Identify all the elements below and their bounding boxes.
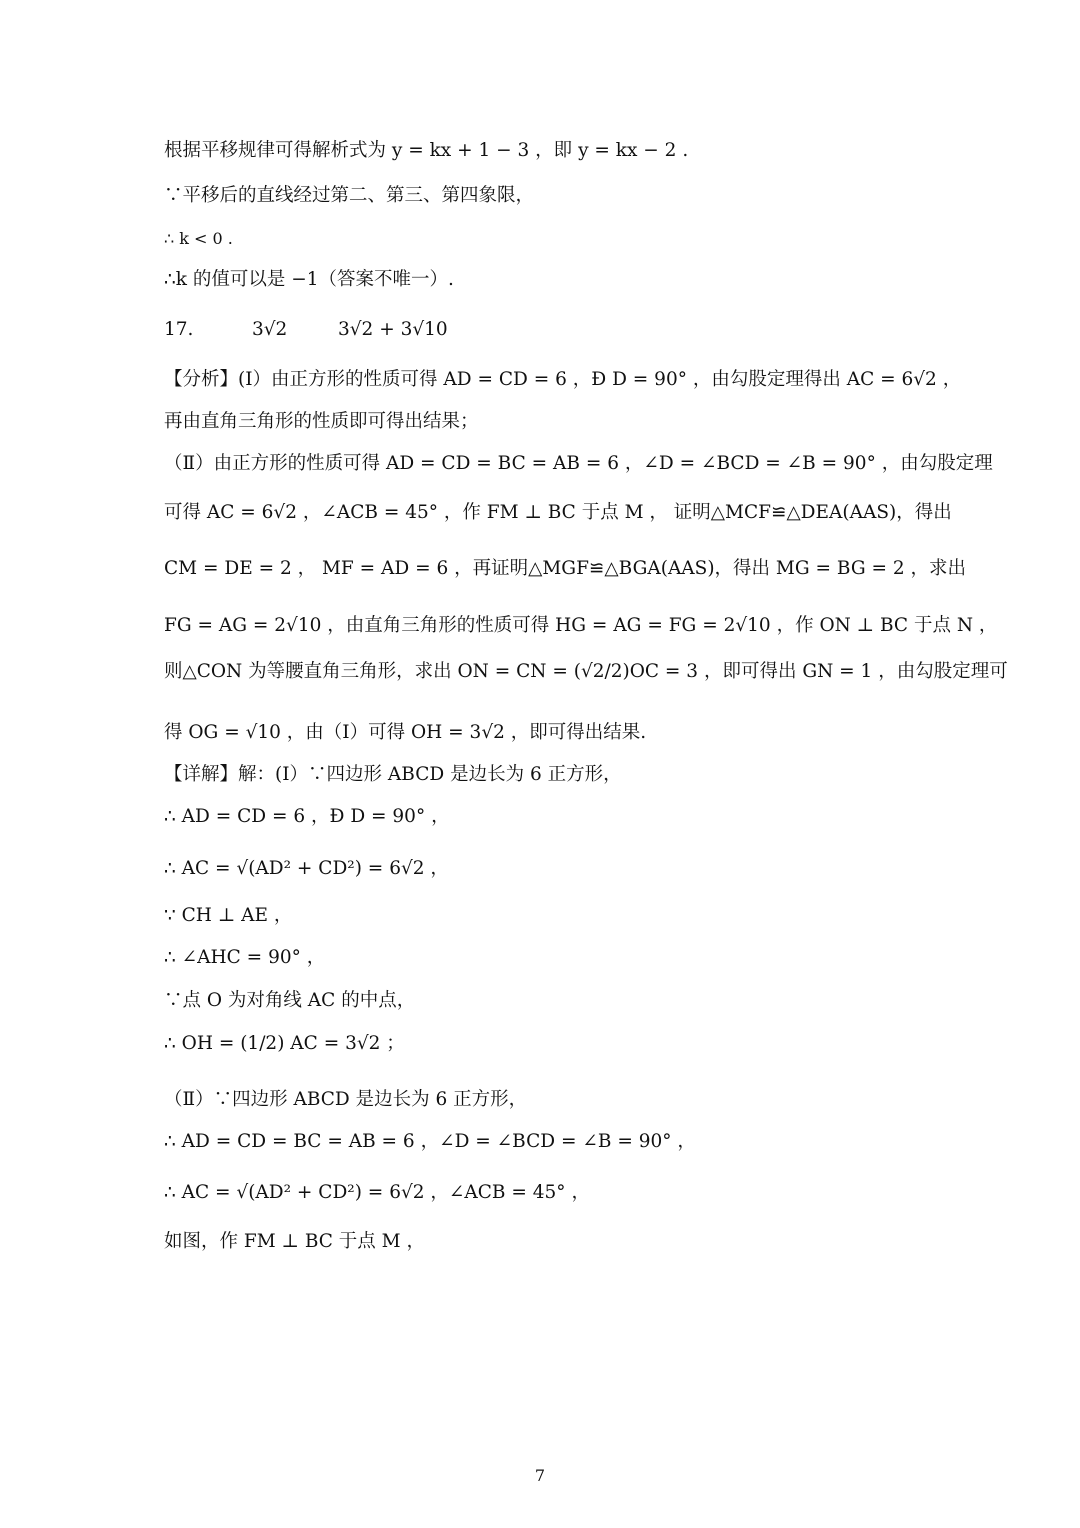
- analysis-line: 则△CON 为等腰直角三角形，求出 ON = CN = (√2/2)OC = 3 ，即可得出 GN = 1 ，由勾股定理可: [164, 661, 1008, 682]
- answer-part-2: 3√2 + 3√10: [338, 319, 448, 340]
- solution-line: ∵点 O 为对角线 AC 的中点，: [164, 990, 416, 1011]
- solution-line: ∴ ∠AHC = 90° ，: [164, 947, 326, 968]
- text-line-k-negative: ∴ k < 0 .: [164, 229, 233, 248]
- solution-line: 如图，作 FM ⊥ BC 于点 M ，: [164, 1231, 425, 1252]
- text-line-k-value: ∴k 的值可以是 −1（答案不唯一）.: [164, 269, 454, 290]
- question-17-answer-line: [164, 316, 930, 344]
- answer-part-1: 3√2: [252, 319, 288, 340]
- question-number: 17.: [164, 319, 194, 340]
- analysis-heading-line: 【分析】(Ⅰ）由正方形的性质可得 AD = CD = 6 ，Ð D = 90° ，由勾股定理得出 AC = 6√2 ，: [164, 369, 962, 390]
- solution-heading-line: 【详解】解：(Ⅰ）∵四边形 ABCD 是边长为 6 正方形，: [164, 764, 622, 785]
- solution-line: ∵ CH ⊥ AE ，: [164, 905, 293, 926]
- analysis-line: 可得 AC = 6√2 ，∠ACB = 45° ，作 FM ⊥ BC 于点 M ， 证明△MCF≌△DEA(AAS)，得出: [164, 502, 952, 523]
- solution-line: ∴ AD = CD = 6 ，Ð D = 90° ，: [164, 806, 450, 827]
- text-line-quadrants: ∵平移后的直线经过第二、第三、第四象限，: [164, 185, 535, 206]
- analysis-line: 得 OG = √10 ，由（I）可得 OH = 3√2 ，即可得出结果.: [164, 722, 647, 743]
- solution-line: ∴ AD = CD = BC = AB = 6 ，∠D = ∠BCD = ∠B = 90° ，: [164, 1131, 696, 1152]
- solution-line: ∴ AC = √(AD² + CD²) = 6√2 ，: [164, 858, 449, 879]
- analysis-line: （Ⅱ）由正方形的性质可得 AD = CD = BC = AB = 6 ，∠D = ∠BCD = ∠B = 90° ，由勾股定理: [164, 453, 993, 474]
- page-number: 7: [534, 1466, 546, 1485]
- solution-line: ∴ AC = √(AD² + CD²) = 6√2 ，∠ACB = 45° ，: [164, 1182, 590, 1203]
- analysis-line: 再由直角三角形的性质即可得出结果；: [164, 411, 479, 432]
- solution-line: ∴ OH = (1/2) AC = 3√2 ；: [164, 1033, 405, 1054]
- analysis-line: CM = DE = 2 ， MF = AD = 6 ，再证明△MGF≌△BGA(AAS)，得出 MG = BG = 2 ，求出: [164, 558, 967, 579]
- text-line-translation-rule: 根据平移规律可得解析式为 y = kx + 1 − 3 ，即 y = kx − 2 .: [164, 140, 689, 161]
- analysis-line: FG = AG = 2√10 ，由直角三角形的性质可得 HG = AG = FG = 2√10 ，作 ON ⊥ BC 于点 N ，: [164, 615, 998, 636]
- solution-line: （Ⅱ）∵四边形 ABCD 是边长为 6 正方形，: [164, 1089, 528, 1110]
